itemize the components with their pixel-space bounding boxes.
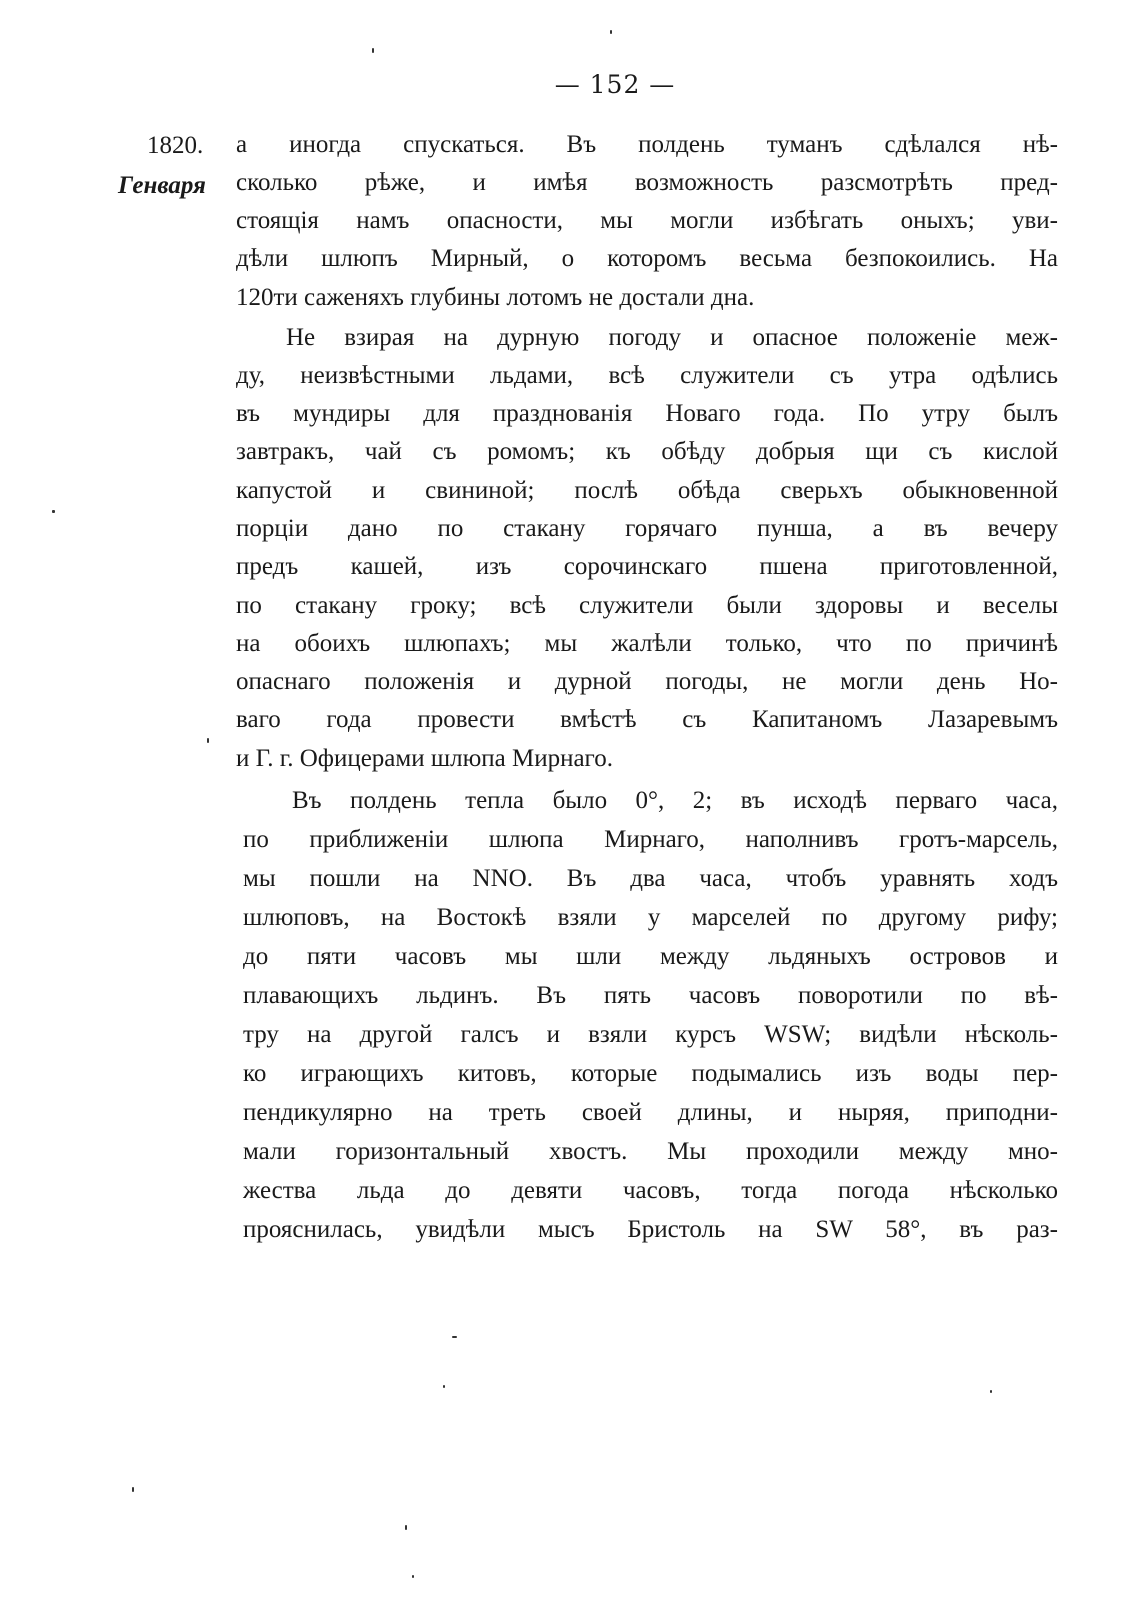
text-line: до пяти часовъ мы шли между льдяныхъ островов и <box>243 943 1058 970</box>
margin-date-year: 1820. <box>147 132 204 159</box>
text-line: капустой и свининой; послѣ обѣда сверьхъ обыкновенной <box>236 477 1058 504</box>
text-line: завтракъ, чай съ ромомъ; къ обѣду добрыя щи съ кислой <box>236 438 1058 465</box>
text-line: шлюповъ, на Востокѣ взяли у марселей по другому рифу; <box>243 904 1058 931</box>
scan-speck <box>452 1336 457 1338</box>
text-line: а иногда спускаться. Въ полдень туманъ сдѣлался нѣ- <box>236 131 1058 158</box>
scan-speck <box>52 510 55 513</box>
page-number: — 152 — <box>554 70 676 99</box>
text-line: ду, неизвѣстными льдами, всѣ служители съ утра одѣлись <box>236 362 1058 389</box>
text-line: ваго года провести вмѣстѣ съ Капитаномъ Лазаревымъ <box>236 706 1058 733</box>
text-line: порціи дано по стакану горячаго пунша, а въ вечеру <box>236 515 1058 542</box>
text-line: мы пошли на NNO. Въ два часа, чтобъ уравнять ходъ <box>243 865 1058 892</box>
text-line: плавающихъ льдинъ. Въ пять часовъ поворотили по вѣ- <box>243 982 1058 1009</box>
text-line: по стакану гроку; всѣ служители были здоровы и веселы <box>236 592 1058 619</box>
text-line: пендикулярно на треть своей длины, и ныряя, приподни- <box>243 1099 1058 1126</box>
scan-speck <box>207 738 209 743</box>
scan-speck <box>412 1575 414 1578</box>
scan-speck <box>990 1390 992 1393</box>
text-line: мали горизонтальный хвостъ. Мы проходили между мно- <box>243 1138 1058 1165</box>
scan-speck <box>443 1385 445 1388</box>
scan-speck <box>372 48 374 53</box>
text-line: жества льда до девяти часовъ, тогда погода нѣсколько <box>243 1177 1058 1204</box>
text-line: прояснилась, увидѣли мысъ Бристоль на SW 58°, въ раз- <box>243 1216 1058 1243</box>
margin-date-month: Генваря <box>118 172 206 199</box>
text-line: въ мундиры для празднованія Новаго года. По утру былъ <box>236 400 1058 427</box>
text-line: стоящія намъ опасности, мы могли избѣгать оныхъ; уви- <box>236 207 1058 234</box>
text-line: 120ти саженяхъ глубины лотомъ не достали дна. <box>236 284 755 311</box>
text-line: сколько рѣже, и имѣя возможность разсмотрѣть пред- <box>236 169 1058 196</box>
text-line: дѣли шлюпъ Мирный, о которомъ весьма безпокоились. На <box>236 245 1058 272</box>
text-line: на обоихъ шлюпахъ; мы жалѣли только, что по причинѣ <box>236 630 1058 657</box>
scan-speck <box>405 1525 407 1530</box>
text-line: предъ кашей, изъ сорочинскаго пшена приготовленной, <box>236 553 1058 580</box>
scan-speck <box>610 30 612 34</box>
text-line: по приближеніи шлюпа Мирнаго, наполнивъ гротъ-марсель, <box>243 826 1058 853</box>
text-line: Не взирая на дурную погоду и опасное положеніе меж- <box>286 324 1058 351</box>
text-line: тру на другой галсъ и взяли курсъ WSW; видѣли нѣсколь- <box>243 1021 1058 1048</box>
scan-speck <box>132 1487 134 1492</box>
text-line: Въ полдень тепла было 0°, 2; въ исходѣ перваго часа, <box>292 787 1058 814</box>
text-line: ко играющихъ китовъ, которые подымались изъ воды пер- <box>243 1060 1058 1087</box>
text-line: и Г. г. Офицерами шлюпа Мирнаго. <box>236 745 613 772</box>
text-line: опаснаго положенія и дурной погоды, не могли день Но- <box>236 668 1058 695</box>
